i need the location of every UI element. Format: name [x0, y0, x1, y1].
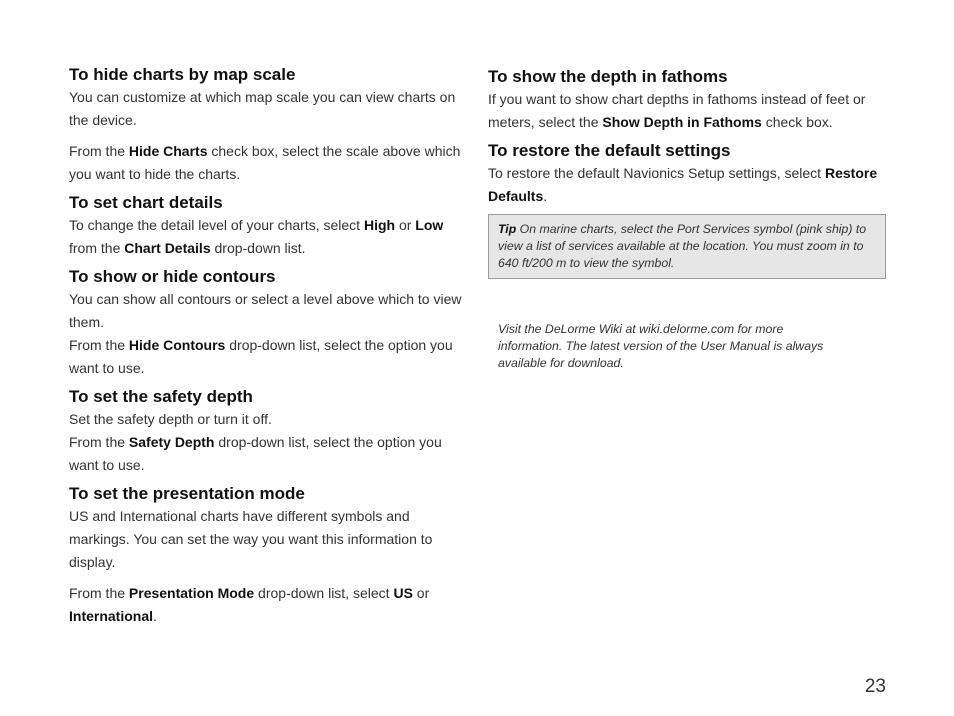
para-restore-defaults: To restore the default Navionics Setup settings, select Restore Defaults. [488, 165, 878, 204]
para-contours-instruction: From the Hide Contours drop-down list, select the option you want to use. [69, 337, 453, 376]
para-safety-depth-instruction: From the Safety Depth drop-down list, select the option you want to use. [69, 434, 442, 473]
ui-term-international: International [69, 608, 154, 624]
para-presentation-intro: US and International charts have different symbols and markings. You can set the way you want this information to display. [69, 508, 433, 570]
tip-box [488, 214, 886, 279]
heading-fathoms: To show the depth in fathoms [488, 67, 728, 86]
left-column [69, 64, 464, 628]
ui-term-safety-depth: Safety Depth [128, 434, 215, 450]
ui-term-low: Low [415, 217, 444, 233]
heading-restore-defaults: To restore the default settings [488, 141, 731, 160]
heading-hide-charts: To hide charts by map scale [69, 65, 296, 84]
ui-term-presentation-mode: Presentation Mode [128, 585, 255, 601]
para-hide-charts-instruction: From the Hide Charts check box, select the scale above which you want to hide the charts. [69, 143, 461, 182]
tip-text: On marine charts, select the Port Services symbol (pink ship) to view a list of services available at the location. You must zoom in to 640 ft/200 m to view the symbol. [498, 222, 867, 270]
heading-contours: To show or hide contours [69, 267, 276, 286]
heading-presentation-mode: To set the presentation mode [69, 484, 305, 503]
para-fathoms: If you want to show chart depths in fathoms instead of feet or meters, select the Show Depth in Fathoms check box. [488, 91, 866, 130]
para-contours-intro: You can show all contours or select a level above which to view them. [69, 291, 462, 330]
ui-term-show-depth-fathoms: Show Depth in Fathoms [602, 114, 762, 130]
ui-term-chart-details: Chart Details [124, 240, 211, 256]
heading-safety-depth: To set the safety depth [69, 387, 253, 406]
wiki-note: Visit the DeLorme Wiki at wiki.delorme.com for more information. The latest version of the User Manual is always available for download. [498, 322, 824, 370]
right-column [488, 64, 888, 372]
tip-label: Tip [498, 222, 517, 236]
ui-term-hide-charts: Hide Charts [128, 143, 208, 159]
ui-term-restore-defaults: Restore Defaults [488, 165, 878, 204]
para-presentation-instruction: From the Presentation Mode drop-down list, select US or International. [69, 585, 430, 624]
ui-term-hide-contours: Hide Contours [128, 337, 226, 353]
para-hide-charts-intro: You can customize at which map scale you can view charts on the device. [69, 89, 456, 128]
page-number: 23 [864, 676, 886, 697]
heading-chart-details: To set chart details [69, 193, 223, 212]
para-safety-depth-intro: Set the safety depth or turn it off. [69, 411, 272, 427]
ui-term-us: US [393, 585, 413, 601]
para-chart-details: To change the detail level of your charts, select High or Low from the Chart Details drop-down list. [69, 217, 444, 256]
ui-term-high: High [363, 217, 396, 233]
